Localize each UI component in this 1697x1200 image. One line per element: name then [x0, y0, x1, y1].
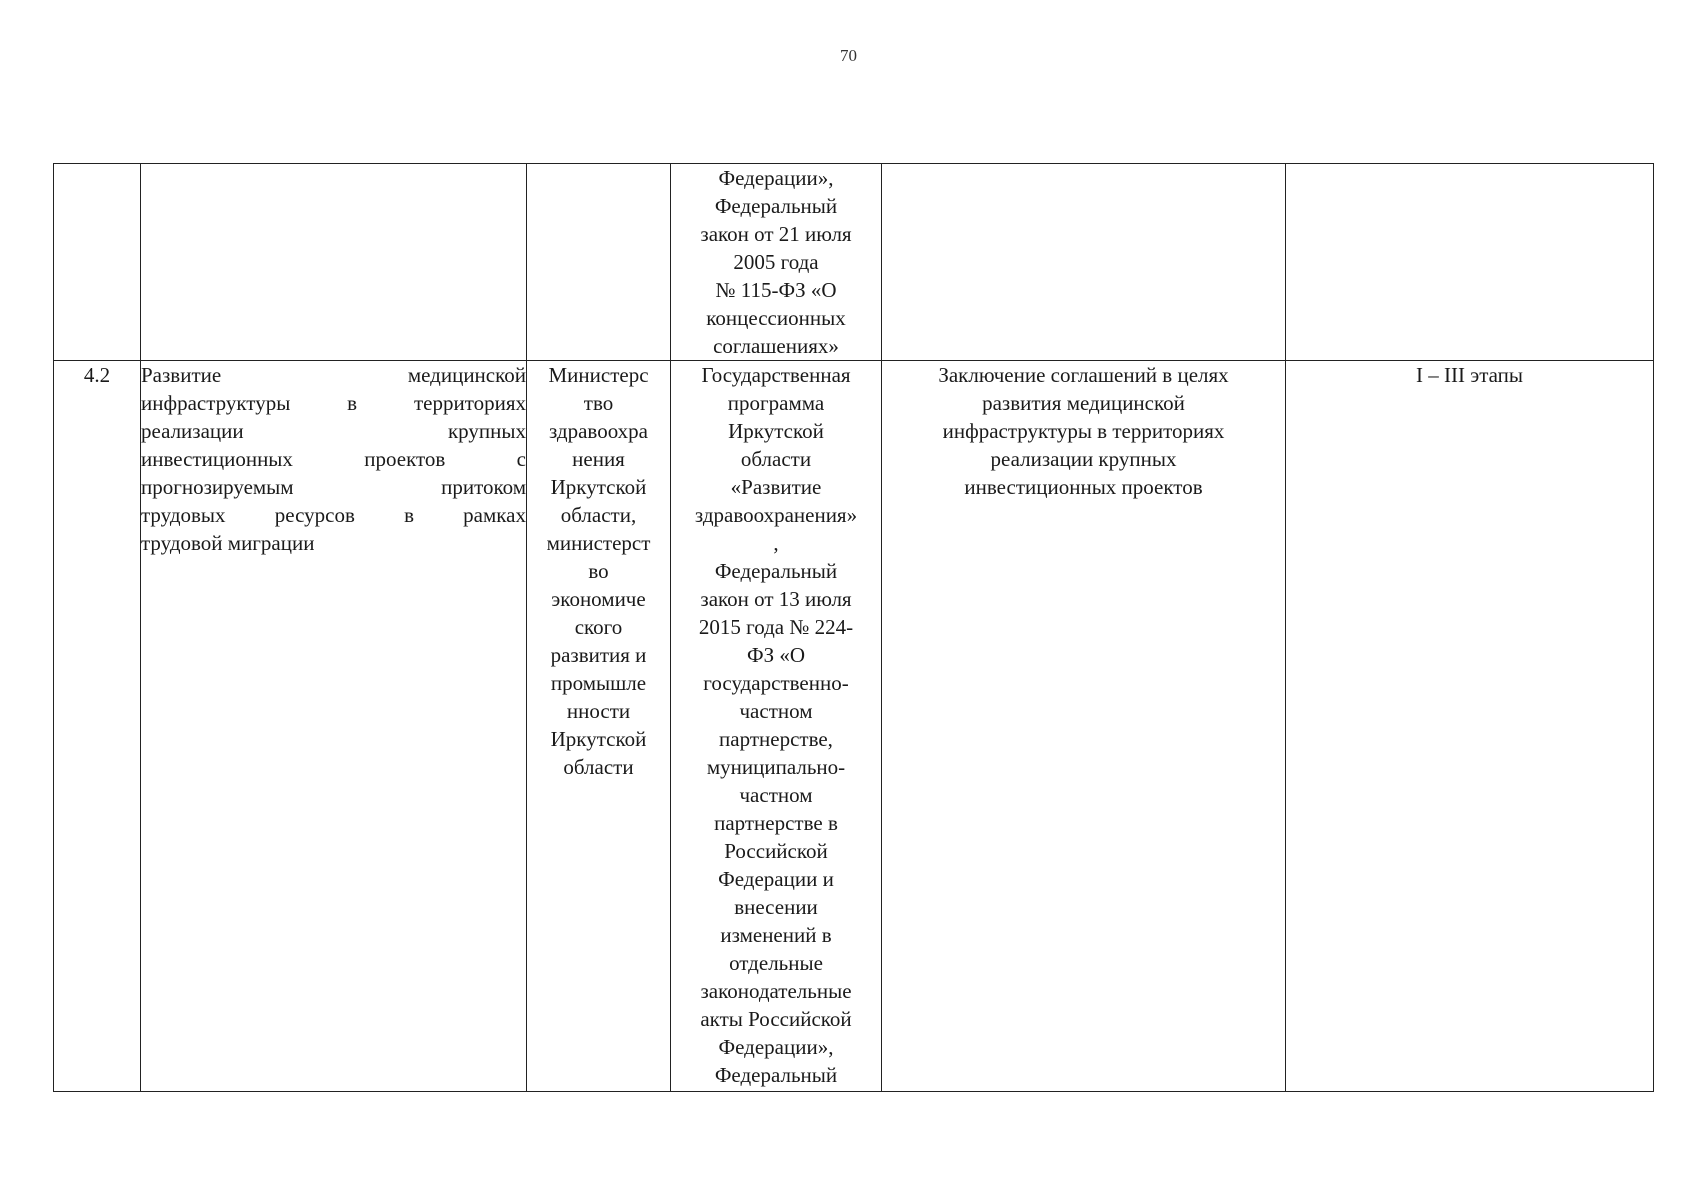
- cell-number: [54, 361, 141, 1092]
- table-row-continuation: [54, 164, 1654, 361]
- cell-number-empty: [54, 164, 141, 361]
- basis-line: программа: [727, 391, 825, 415]
- cell-name-empty: [141, 164, 527, 361]
- table-row-4-2: [54, 361, 1654, 1092]
- result-line: Заключение соглашений в целях: [938, 363, 1229, 387]
- period-text: I – III этапы: [1415, 363, 1524, 387]
- cell-period: [1286, 361, 1654, 1092]
- responsible-line: Иркутской: [550, 475, 647, 499]
- responsible-line: министерст: [546, 531, 651, 555]
- basis-line: соглашениях»: [713, 334, 839, 358]
- name-line: Развитие медицинской: [141, 363, 526, 387]
- cell-basis-continuation: [671, 164, 882, 361]
- basis-line: Российской: [724, 839, 828, 863]
- basis-line: закон от 13 июля: [700, 587, 852, 611]
- name-line: прогнозируемым притоком: [141, 475, 526, 499]
- basis-line: Федерации и: [718, 867, 834, 891]
- basis-line: здравоохранения»: [694, 503, 858, 527]
- basis-line: «Развитие: [730, 475, 822, 499]
- result-line: развития медицинской: [982, 391, 1185, 415]
- responsible-line: экономиче: [551, 587, 646, 611]
- basis-line: 2015 года № 224-: [698, 615, 854, 639]
- basis-line: государственно-: [703, 671, 849, 695]
- name-line: инвестиционных проектов с: [141, 447, 526, 471]
- basis-line: № 115-ФЗ «О: [715, 278, 837, 302]
- name-line: трудовых ресурсов в рамках: [141, 503, 526, 527]
- measures-table: [53, 163, 1654, 1092]
- responsible-line: ского: [574, 615, 623, 639]
- measure-number: 4.2: [83, 363, 111, 387]
- cell-responsible: [527, 361, 671, 1092]
- responsible-line: Министерс: [548, 363, 649, 387]
- name-line: трудовой миграции: [141, 531, 315, 555]
- basis-line: частном: [739, 699, 813, 723]
- cell-result-empty: [882, 164, 1286, 361]
- basis-line: законодательные: [700, 979, 852, 1003]
- basis-line: изменений в: [720, 923, 832, 947]
- name-line: инфраструктуры в территориях: [141, 391, 526, 415]
- basis-line: Федеральный: [714, 559, 838, 583]
- cell-responsible-empty: [527, 164, 671, 361]
- basis-line: ,: [773, 531, 779, 555]
- basis-line: Федеральный: [714, 194, 838, 218]
- basis-line: партнерстве,: [719, 727, 833, 751]
- basis-line: отдельные: [729, 951, 823, 975]
- basis-line: Федеральный: [714, 1063, 838, 1087]
- basis-line: 2005 года: [733, 250, 819, 274]
- page-number: 70: [840, 46, 857, 65]
- cell-period-empty: [1286, 164, 1654, 361]
- basis-line: ФЗ «О: [746, 643, 806, 667]
- result-line: инфраструктуры в территориях: [942, 419, 1225, 443]
- cell-basis: [671, 361, 882, 1092]
- basis-line: концессионных: [706, 306, 846, 330]
- responsible-line: нения: [572, 447, 625, 471]
- basis-line: партнерстве в: [714, 811, 838, 835]
- responsible-line: нности: [566, 699, 631, 723]
- basis-line: закон от 21 июля: [700, 222, 852, 246]
- basis-line: акты Российской: [700, 1007, 852, 1031]
- responsible-line: области: [563, 755, 634, 779]
- basis-line: муниципально-: [706, 755, 846, 779]
- cell-measure-name: [141, 361, 527, 1092]
- basis-line: внесении: [734, 895, 818, 919]
- basis-line: Федерации»,: [718, 1035, 834, 1059]
- result-line: реализации крупных: [990, 447, 1177, 471]
- responsible-line: области,: [560, 503, 637, 527]
- responsible-line: Иркутской: [550, 727, 647, 751]
- cell-expected-result: [882, 361, 1286, 1092]
- name-line: реализации крупных: [141, 419, 526, 443]
- responsible-line: развития и: [550, 643, 647, 667]
- basis-line: частном: [739, 783, 813, 807]
- result-line: инвестиционных проектов: [964, 475, 1203, 499]
- basis-line: Государственная: [701, 363, 851, 387]
- responsible-line: тво: [583, 391, 614, 415]
- basis-line: Иркутской: [728, 419, 824, 443]
- responsible-line: во: [588, 559, 609, 583]
- responsible-line: промышле: [550, 671, 647, 695]
- responsible-line: здравоохра: [549, 419, 648, 443]
- basis-line: области: [740, 447, 812, 471]
- basis-line: Федерации»,: [718, 166, 834, 190]
